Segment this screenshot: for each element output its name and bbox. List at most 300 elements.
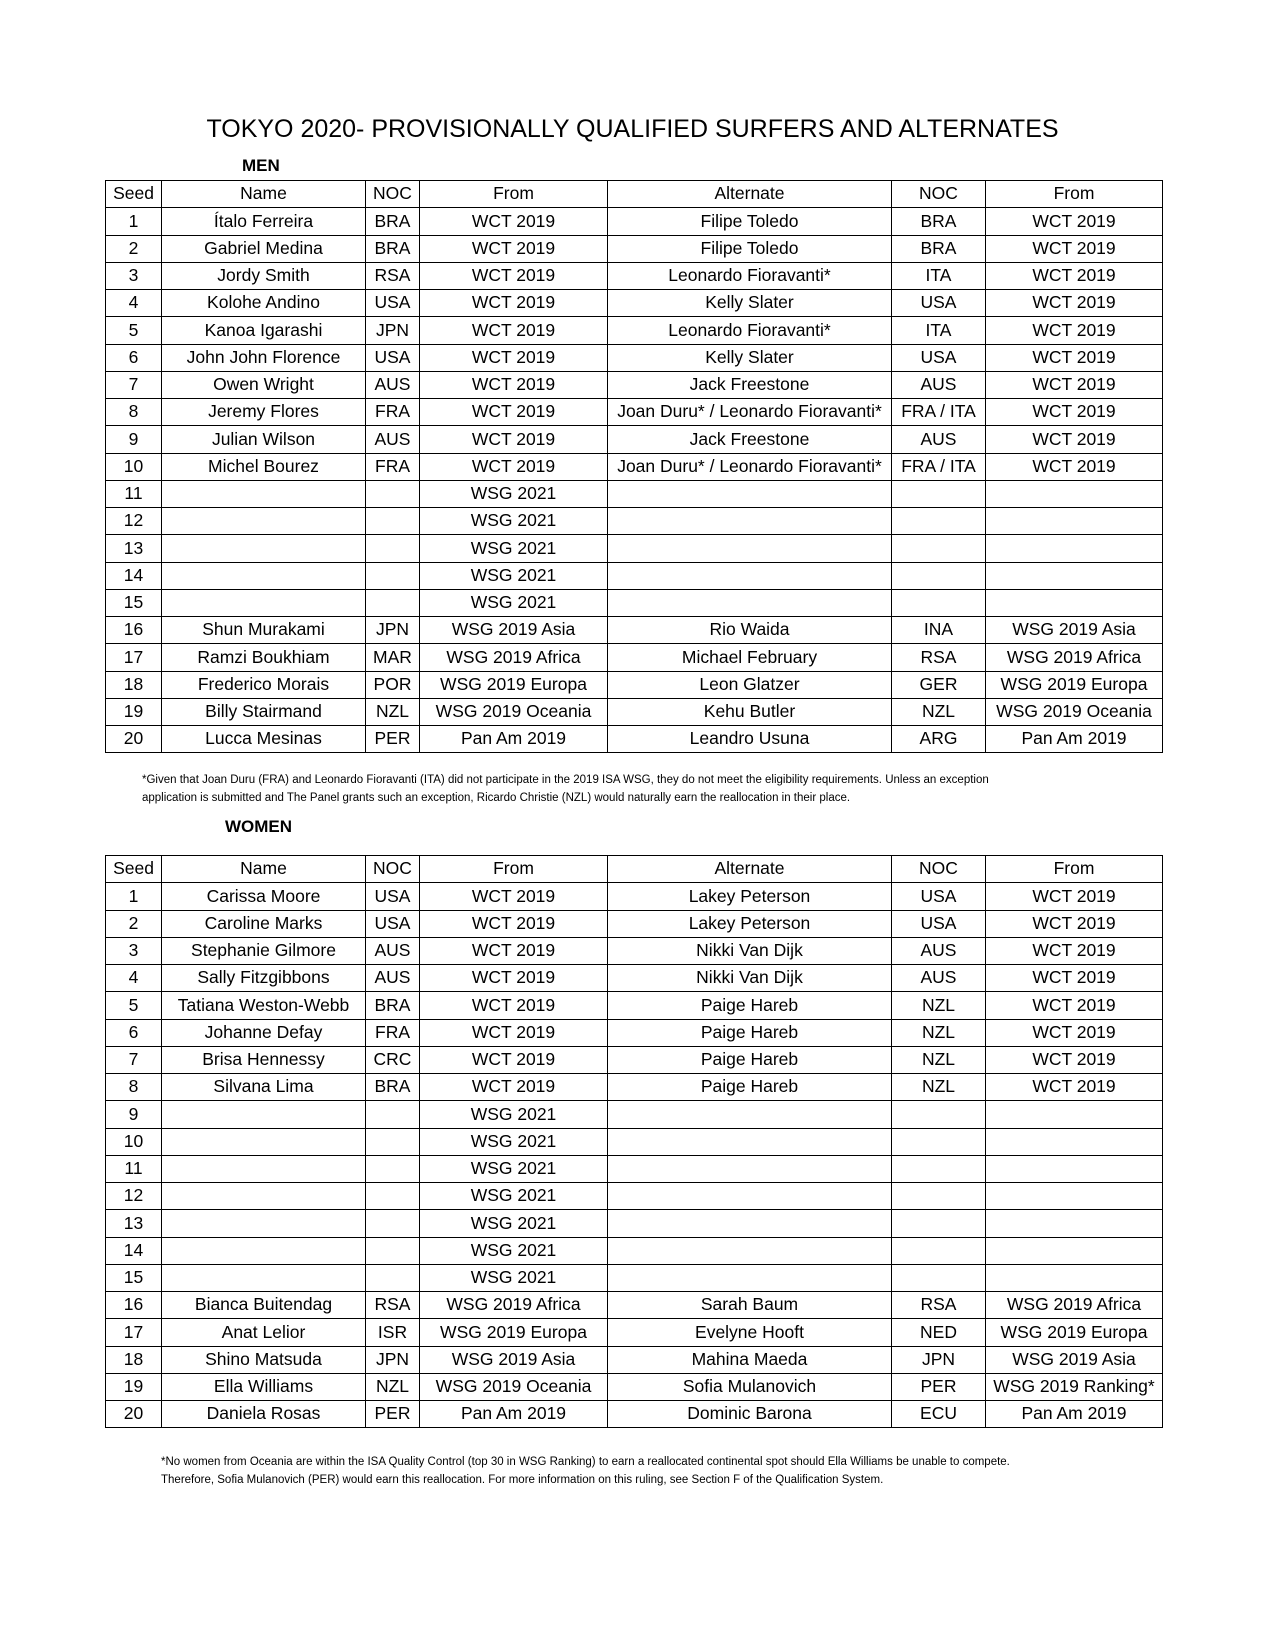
cell-name: Jordy Smith [162, 262, 366, 289]
cell-seed: 11 [106, 480, 162, 507]
cell-noc [366, 1101, 420, 1128]
cell-alternate: Filipe Toledo [608, 235, 892, 262]
cell-seed: 8 [106, 1074, 162, 1101]
cell-alternate: Kehu Butler [608, 698, 892, 725]
cell-noc: ISR [366, 1319, 420, 1346]
cell-alternate-from: WSG 2019 Asia [986, 617, 1163, 644]
column-header-noc: NOC [366, 181, 420, 208]
cell-noc: RSA [366, 1292, 420, 1319]
cell-alternate-from: WCT 2019 [986, 1019, 1163, 1046]
cell-noc: USA [366, 910, 420, 937]
cell-noc: FRA [366, 1019, 420, 1046]
cell-seed: 9 [106, 426, 162, 453]
table-row [106, 344, 1163, 371]
cell-alternate-from [986, 1183, 1163, 1210]
cell-alternate: Nikki Van Dijk [608, 965, 892, 992]
cell-alternate-from: WCT 2019 [986, 1074, 1163, 1101]
cell-from: WCT 2019 [420, 910, 608, 937]
table-row [106, 617, 1163, 644]
cell-from: WSG 2021 [420, 562, 608, 589]
table-row [106, 1046, 1163, 1073]
cell-seed: 13 [106, 535, 162, 562]
cell-alternate: Leon Glatzer [608, 671, 892, 698]
cell-name [162, 1210, 366, 1237]
women-footnote-line-1: *No women from Oceania are within the ISA Quality Control (top 30 in WSG Ranking) to earn a reallocated continental spot should Ella Williams be unable to compete. [161, 1456, 1010, 1468]
cell-from: WCT 2019 [420, 1046, 608, 1073]
cell-alternate-from: WCT 2019 [986, 426, 1163, 453]
column-header-from: From [420, 181, 608, 208]
cell-alternate-from: WCT 2019 [986, 262, 1163, 289]
table-row [106, 644, 1163, 671]
cell-alternate-from: WCT 2019 [986, 371, 1163, 398]
cell-alternate-noc [892, 589, 986, 616]
cell-name [162, 1155, 366, 1182]
table-row [106, 589, 1163, 616]
cell-noc [366, 562, 420, 589]
cell-alternate-from [986, 1155, 1163, 1182]
cell-seed: 1 [106, 883, 162, 910]
cell-seed: 10 [106, 453, 162, 480]
cell-alternate: Lakey Peterson [608, 883, 892, 910]
cell-noc [366, 508, 420, 535]
cell-alternate [608, 508, 892, 535]
cell-alternate-noc [892, 562, 986, 589]
cell-seed: 5 [106, 992, 162, 1019]
cell-alternate-noc: USA [892, 883, 986, 910]
cell-alternate-noc [892, 480, 986, 507]
cell-alternate: Kelly Slater [608, 344, 892, 371]
cell-seed: 6 [106, 344, 162, 371]
cell-alternate-from [986, 1237, 1163, 1264]
cell-seed: 7 [106, 1046, 162, 1073]
cell-name: Kanoa Igarashi [162, 317, 366, 344]
cell-alternate-from [986, 508, 1163, 535]
cell-seed: 6 [106, 1019, 162, 1046]
table-row [106, 992, 1163, 1019]
cell-from: WCT 2019 [420, 317, 608, 344]
table-row [106, 208, 1163, 235]
cell-seed: 20 [106, 726, 162, 753]
table-row [106, 1210, 1163, 1237]
table-row [106, 1019, 1163, 1046]
table-row [106, 965, 1163, 992]
cell-from: WSG 2021 [420, 1237, 608, 1264]
cell-alternate: Paige Hareb [608, 992, 892, 1019]
cell-name: Brisa Hennessy [162, 1046, 366, 1073]
cell-noc [366, 535, 420, 562]
cell-name [162, 589, 366, 616]
cell-alternate-from: Pan Am 2019 [986, 726, 1163, 753]
men-table [105, 180, 1163, 753]
cell-alternate-from [986, 1101, 1163, 1128]
cell-alternate [608, 1155, 892, 1182]
cell-seed: 15 [106, 1264, 162, 1291]
cell-alternate [608, 535, 892, 562]
cell-alternate-from: WSG 2019 Europa [986, 1319, 1163, 1346]
table-row [106, 453, 1163, 480]
cell-name: Bianca Buitendag [162, 1292, 366, 1319]
cell-alternate-noc: NZL [892, 698, 986, 725]
cell-alternate: Joan Duru* / Leonardo Fioravanti* [608, 453, 892, 480]
cell-alternate [608, 1237, 892, 1264]
table-row [106, 535, 1163, 562]
table-row [106, 1183, 1163, 1210]
column-header-noc: NOC [366, 856, 420, 883]
cell-alternate: Paige Hareb [608, 1074, 892, 1101]
cell-noc: JPN [366, 317, 420, 344]
cell-from: WCT 2019 [420, 992, 608, 1019]
table-row [106, 1346, 1163, 1373]
cell-alternate: Rio Waida [608, 617, 892, 644]
cell-seed: 8 [106, 399, 162, 426]
cell-alternate-from [986, 1264, 1163, 1291]
column-header-alternate-noc: NOC [892, 856, 986, 883]
cell-name: Owen Wright [162, 371, 366, 398]
cell-seed: 18 [106, 1346, 162, 1373]
cell-seed: 4 [106, 965, 162, 992]
column-header-name: Name [162, 856, 366, 883]
cell-seed: 19 [106, 698, 162, 725]
cell-name [162, 1237, 366, 1264]
cell-name: Shun Murakami [162, 617, 366, 644]
table-row [106, 562, 1163, 589]
cell-from: WCT 2019 [420, 453, 608, 480]
cell-alternate-noc: NZL [892, 1046, 986, 1073]
cell-name: Michel Bourez [162, 453, 366, 480]
cell-noc: FRA [366, 453, 420, 480]
table-row [106, 910, 1163, 937]
cell-alternate-noc: BRA [892, 208, 986, 235]
cell-name: Carissa Moore [162, 883, 366, 910]
cell-seed: 2 [106, 910, 162, 937]
cell-seed: 11 [106, 1155, 162, 1182]
cell-alternate-from [986, 535, 1163, 562]
cell-seed: 7 [106, 371, 162, 398]
cell-alternate-noc [892, 1128, 986, 1155]
table-row [106, 1237, 1163, 1264]
cell-alternate-noc: AUS [892, 965, 986, 992]
cell-from: WSG 2019 Africa [420, 1292, 608, 1319]
cell-from: WSG 2021 [420, 1155, 608, 1182]
cell-alternate-from: WSG 2019 Africa [986, 1292, 1163, 1319]
cell-alternate: Evelyne Hooft [608, 1319, 892, 1346]
cell-alternate-from: WCT 2019 [986, 399, 1163, 426]
cell-from: WSG 2021 [420, 480, 608, 507]
cell-noc [366, 1264, 420, 1291]
cell-alternate-noc: USA [892, 344, 986, 371]
cell-alternate: Paige Hareb [608, 1019, 892, 1046]
table-row [106, 1401, 1163, 1428]
cell-alternate-from: WSG 2019 Africa [986, 644, 1163, 671]
cell-seed: 4 [106, 290, 162, 317]
cell-seed: 16 [106, 1292, 162, 1319]
cell-name: Silvana Lima [162, 1074, 366, 1101]
cell-seed: 14 [106, 1237, 162, 1264]
cell-alternate-noc: INA [892, 617, 986, 644]
cell-alternate-from: WSG 2019 Oceania [986, 698, 1163, 725]
cell-alternate-noc: NZL [892, 1074, 986, 1101]
column-header-seed: Seed [106, 856, 162, 883]
cell-name [162, 1264, 366, 1291]
cell-seed: 12 [106, 1183, 162, 1210]
cell-noc: USA [366, 344, 420, 371]
column-header-alternate-from: From [986, 856, 1163, 883]
document-title: TOKYO 2020- PROVISIONALLY QUALIFIED SURFERS AND ALTERNATES [206, 115, 1059, 143]
cell-from: WSG 2019 Oceania [420, 1373, 608, 1400]
cell-seed: 13 [106, 1210, 162, 1237]
cell-name: Tatiana Weston-Webb [162, 992, 366, 1019]
cell-from: WSG 2019 Europa [420, 671, 608, 698]
cell-alternate-noc: USA [892, 910, 986, 937]
cell-alternate-from [986, 1128, 1163, 1155]
column-header-alternate-noc: NOC [892, 181, 986, 208]
cell-alternate-from: WSG 2019 Ranking* [986, 1373, 1163, 1400]
cell-alternate [608, 1128, 892, 1155]
table-row [106, 1373, 1163, 1400]
cell-noc [366, 589, 420, 616]
men-footnote-line-2: application is submitted and The Panel grants such an exception, Ricardo Christie (NZL) would naturally earn the reallocation in their place. [142, 792, 851, 804]
cell-alternate: Jack Freestone [608, 371, 892, 398]
cell-noc: MAR [366, 644, 420, 671]
cell-alternate-noc [892, 508, 986, 535]
cell-name: Ramzi Boukhiam [162, 644, 366, 671]
cell-alternate: Dominic Barona [608, 1401, 892, 1428]
cell-from: WCT 2019 [420, 1019, 608, 1046]
cell-noc: AUS [366, 965, 420, 992]
cell-noc: JPN [366, 617, 420, 644]
cell-noc: AUS [366, 371, 420, 398]
cell-alternate-from: WCT 2019 [986, 937, 1163, 964]
cell-from: WSG 2021 [420, 589, 608, 616]
cell-seed: 3 [106, 937, 162, 964]
cell-alternate [608, 1210, 892, 1237]
column-header-seed: Seed [106, 181, 162, 208]
cell-name: Ella Williams [162, 1373, 366, 1400]
cell-noc: USA [366, 883, 420, 910]
cell-noc [366, 1155, 420, 1182]
cell-alternate-noc: AUS [892, 371, 986, 398]
cell-from: WSG 2019 Asia [420, 1346, 608, 1373]
cell-noc: CRC [366, 1046, 420, 1073]
cell-name: Stephanie Gilmore [162, 937, 366, 964]
table-row [106, 937, 1163, 964]
table-row [106, 262, 1163, 289]
cell-name: Shino Matsuda [162, 1346, 366, 1373]
table-row [106, 399, 1163, 426]
cell-noc: BRA [366, 992, 420, 1019]
cell-from: WSG 2021 [420, 508, 608, 535]
cell-alternate: Paige Hareb [608, 1046, 892, 1073]
cell-alternate-from [986, 589, 1163, 616]
cell-from: WCT 2019 [420, 262, 608, 289]
cell-alternate-from [986, 1210, 1163, 1237]
cell-from: WCT 2019 [420, 883, 608, 910]
cell-noc: POR [366, 671, 420, 698]
cell-seed: 2 [106, 235, 162, 262]
column-header-alternate: Alternate [608, 181, 892, 208]
cell-name: Caroline Marks [162, 910, 366, 937]
cell-name: Anat Lelior [162, 1319, 366, 1346]
table-header-row [106, 181, 1163, 208]
cell-alternate: Sofia Mulanovich [608, 1373, 892, 1400]
cell-from: WCT 2019 [420, 1074, 608, 1101]
cell-noc: AUS [366, 426, 420, 453]
cell-from: WCT 2019 [420, 399, 608, 426]
column-header-name: Name [162, 181, 366, 208]
cell-seed: 14 [106, 562, 162, 589]
table-row [106, 1074, 1163, 1101]
cell-alternate-noc: ITA [892, 317, 986, 344]
table-row [106, 1128, 1163, 1155]
cell-from: WCT 2019 [420, 426, 608, 453]
cell-alternate-from: WCT 2019 [986, 883, 1163, 910]
cell-seed: 5 [106, 317, 162, 344]
table-row [106, 480, 1163, 507]
cell-alternate-from [986, 480, 1163, 507]
cell-alternate: Lakey Peterson [608, 910, 892, 937]
cell-from: WSG 2021 [420, 1183, 608, 1210]
women-section-label: WOMEN [225, 817, 293, 836]
cell-from: WSG 2021 [420, 1210, 608, 1237]
cell-alternate-noc [892, 1210, 986, 1237]
table-row [106, 426, 1163, 453]
cell-alternate-from: WCT 2019 [986, 453, 1163, 480]
cell-alternate-noc: AUS [892, 426, 986, 453]
cell-alternate-noc: ARG [892, 726, 986, 753]
cell-name: Gabriel Medina [162, 235, 366, 262]
cell-seed: 10 [106, 1128, 162, 1155]
cell-seed: 17 [106, 644, 162, 671]
cell-name [162, 1128, 366, 1155]
cell-seed: 17 [106, 1319, 162, 1346]
table-row [106, 235, 1163, 262]
cell-from: WCT 2019 [420, 937, 608, 964]
cell-seed: 16 [106, 617, 162, 644]
cell-from: WCT 2019 [420, 235, 608, 262]
cell-name: John John Florence [162, 344, 366, 371]
cell-alternate [608, 589, 892, 616]
cell-alternate-from: WSG 2019 Europa [986, 671, 1163, 698]
table-row [106, 1101, 1163, 1128]
cell-alternate: Michael February [608, 644, 892, 671]
cell-alternate [608, 1183, 892, 1210]
cell-alternate-noc [892, 1101, 986, 1128]
cell-alternate-noc: PER [892, 1373, 986, 1400]
cell-alternate-from: WCT 2019 [986, 1046, 1163, 1073]
cell-alternate [608, 562, 892, 589]
cell-alternate-from [986, 562, 1163, 589]
table-row [106, 726, 1163, 753]
cell-alternate-noc: GER [892, 671, 986, 698]
table-row [106, 883, 1163, 910]
cell-alternate-from: WCT 2019 [986, 992, 1163, 1019]
cell-name: Kolohe Andino [162, 290, 366, 317]
cell-alternate-noc: ITA [892, 262, 986, 289]
cell-seed: 20 [106, 1401, 162, 1428]
table-row [106, 371, 1163, 398]
cell-alternate [608, 1101, 892, 1128]
cell-alternate: Sarah Baum [608, 1292, 892, 1319]
cell-alternate [608, 480, 892, 507]
cell-alternate-noc: BRA [892, 235, 986, 262]
cell-alternate-noc: ECU [892, 1401, 986, 1428]
cell-noc [366, 480, 420, 507]
cell-name [162, 1101, 366, 1128]
table-row [106, 317, 1163, 344]
table-row [106, 698, 1163, 725]
cell-seed: 19 [106, 1373, 162, 1400]
cell-noc: BRA [366, 235, 420, 262]
cell-from: WSG 2019 Oceania [420, 698, 608, 725]
cell-noc: JPN [366, 1346, 420, 1373]
cell-alternate-noc: RSA [892, 644, 986, 671]
cell-noc: PER [366, 1401, 420, 1428]
cell-noc: USA [366, 290, 420, 317]
cell-alternate-from: WCT 2019 [986, 344, 1163, 371]
cell-from: WSG 2021 [420, 1101, 608, 1128]
cell-name: Ítalo Ferreira [162, 208, 366, 235]
column-header-alternate-from: From [986, 181, 1163, 208]
cell-from: WSG 2021 [420, 535, 608, 562]
cell-alternate-from: Pan Am 2019 [986, 1401, 1163, 1428]
cell-noc: AUS [366, 937, 420, 964]
table-row [106, 508, 1163, 535]
cell-from: WCT 2019 [420, 344, 608, 371]
cell-alternate-noc: NED [892, 1319, 986, 1346]
cell-alternate-noc: JPN [892, 1346, 986, 1373]
cell-alternate-noc [892, 535, 986, 562]
cell-from: WSG 2021 [420, 1264, 608, 1291]
cell-name: Billy Stairmand [162, 698, 366, 725]
table-row [106, 1264, 1163, 1291]
cell-alternate-noc: NZL [892, 992, 986, 1019]
cell-noc: BRA [366, 208, 420, 235]
cell-alternate: Leonardo Fioravanti* [608, 317, 892, 344]
cell-alternate: Leonardo Fioravanti* [608, 262, 892, 289]
cell-seed: 18 [106, 671, 162, 698]
men-footnote-line-1: *Given that Joan Duru (FRA) and Leonardo Fioravanti (ITA) did not participate in the 2019 ISA WSG, they do not meet the eligibility requirements. Unless an exception [142, 774, 989, 786]
cell-name [162, 1183, 366, 1210]
cell-alternate-noc [892, 1264, 986, 1291]
cell-from: WSG 2019 Africa [420, 644, 608, 671]
cell-alternate-noc: FRA / ITA [892, 399, 986, 426]
cell-from: WCT 2019 [420, 371, 608, 398]
cell-seed: 15 [106, 589, 162, 616]
cell-alternate-noc [892, 1237, 986, 1264]
cell-seed: 1 [106, 208, 162, 235]
cell-alternate: Leandro Usuna [608, 726, 892, 753]
cell-name: Julian Wilson [162, 426, 366, 453]
cell-noc [366, 1210, 420, 1237]
cell-alternate-noc: USA [892, 290, 986, 317]
cell-from: WSG 2021 [420, 1128, 608, 1155]
cell-alternate: Nikki Van Dijk [608, 937, 892, 964]
cell-from: WCT 2019 [420, 208, 608, 235]
cell-alternate-noc: FRA / ITA [892, 453, 986, 480]
table-row [106, 1319, 1163, 1346]
women-footnote [161, 1453, 1161, 1489]
cell-alternate-from: WCT 2019 [986, 910, 1163, 937]
cell-alternate-from: WSG 2019 Asia [986, 1346, 1163, 1373]
cell-from: Pan Am 2019 [420, 1401, 608, 1428]
cell-alternate-noc: RSA [892, 1292, 986, 1319]
cell-alternate-from: WCT 2019 [986, 317, 1163, 344]
cell-from: WCT 2019 [420, 965, 608, 992]
cell-alternate: Filipe Toledo [608, 208, 892, 235]
cell-noc [366, 1183, 420, 1210]
cell-alternate-from: WCT 2019 [986, 965, 1163, 992]
cell-name [162, 480, 366, 507]
